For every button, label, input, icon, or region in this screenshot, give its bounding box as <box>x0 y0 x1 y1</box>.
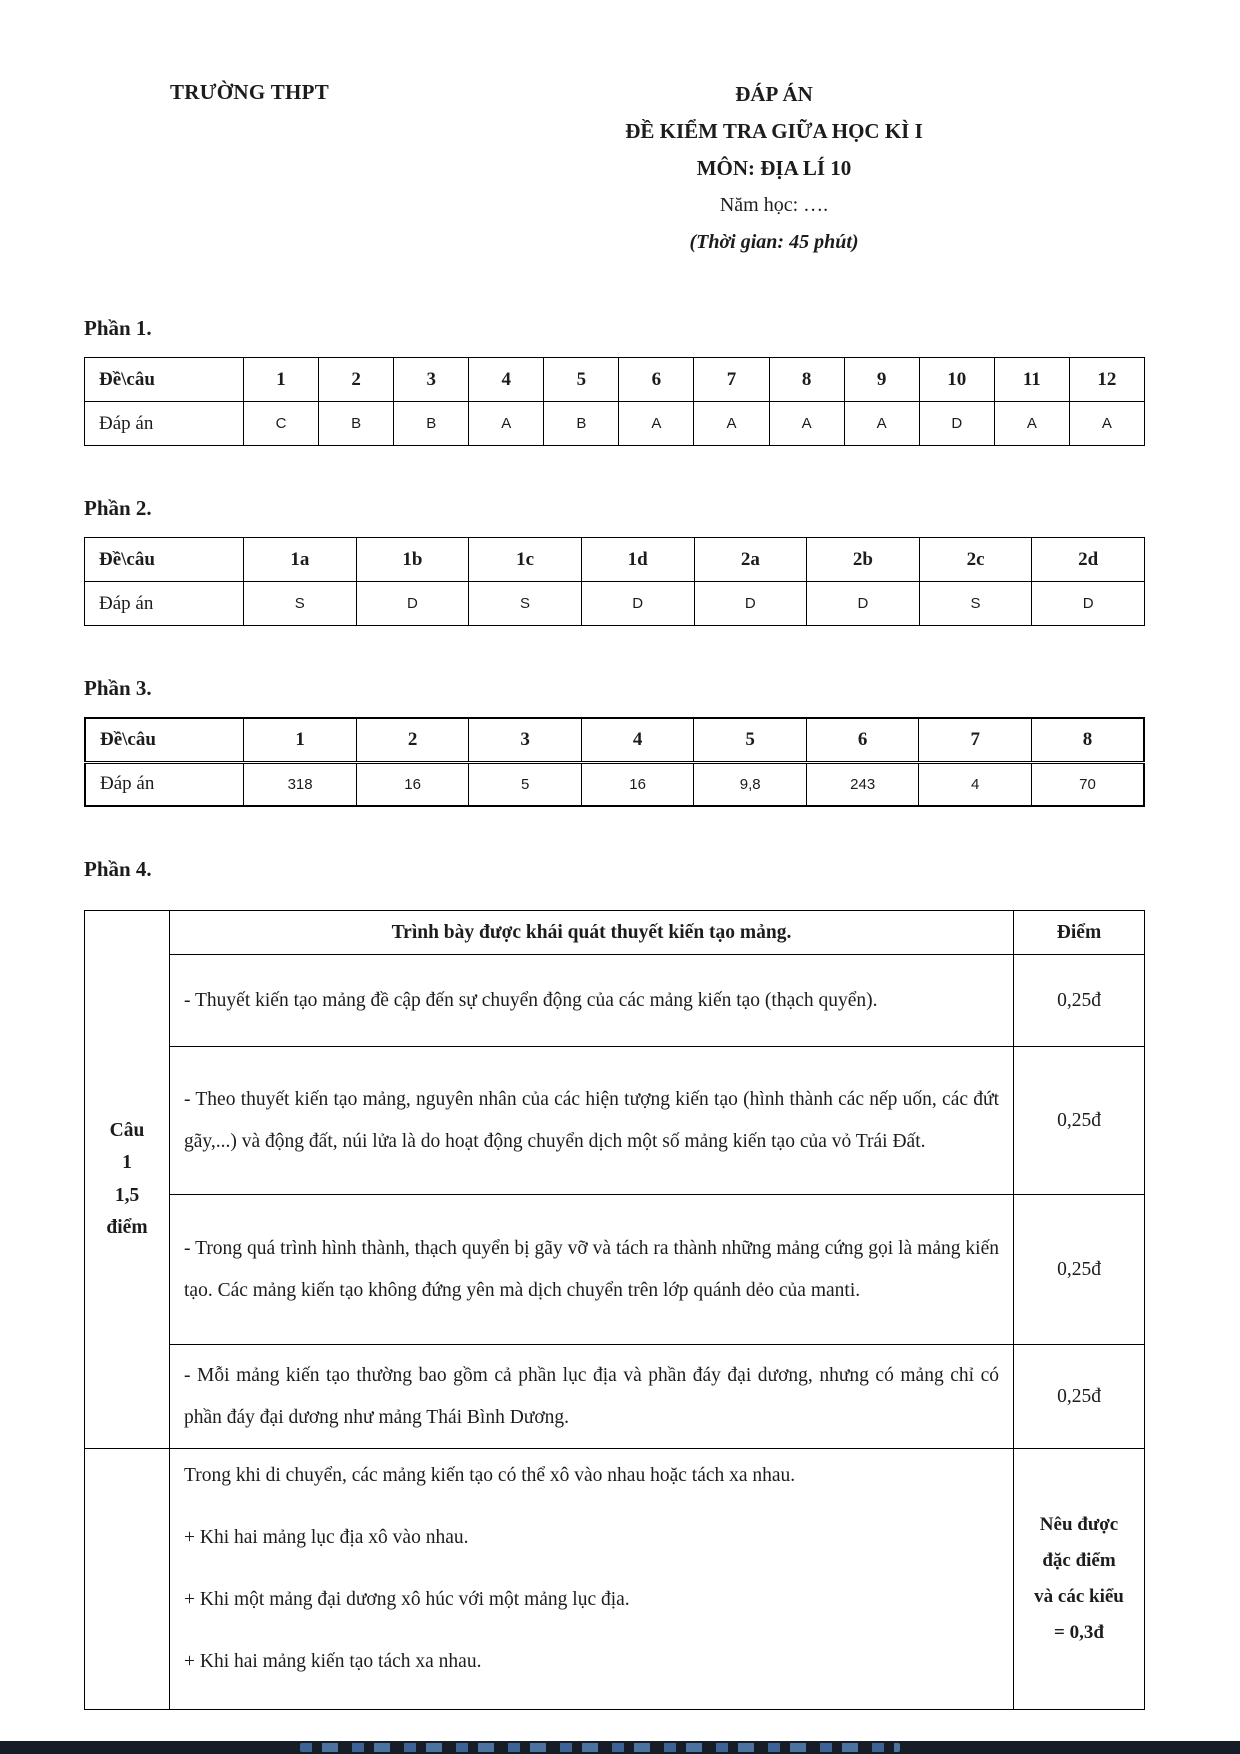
part3-header-row <box>85 718 1144 762</box>
answer-cell: A <box>619 402 694 446</box>
column-header-cell: 12 <box>1069 358 1144 402</box>
points-note: Nêu được đặc điểm và các kiểu = 0,3đ <box>1034 1513 1124 1643</box>
rubric-content-cell: - Mỗi mảng kiến tạo thường bao gồm cả phần lục địa và phần đáy đại dương, nhưng có mảng chỉ có phần đáy đại dương như mảng Thái Bình Dương. <box>170 1345 1014 1449</box>
row-label-cell: Đề\câu <box>85 358 244 402</box>
part4-label: Phần 4. <box>84 857 152 881</box>
rubric-row <box>85 1345 1145 1449</box>
cutoff-footer-glyphs <box>300 1743 900 1752</box>
points-cell: 0,25đ <box>1014 955 1145 1047</box>
part3-answer-table <box>84 717 1145 807</box>
column-header-cell: 6 <box>619 358 694 402</box>
points-header-cell: Điểm <box>1014 911 1145 955</box>
column-header-cell: 10 <box>919 358 994 402</box>
answer-cell: 243 <box>806 762 919 806</box>
rubric-header-row <box>85 911 1145 955</box>
column-header-cell: 2a <box>694 538 807 582</box>
points-cell: 0,25đ <box>1014 1345 1145 1449</box>
answer-cell: A <box>769 402 844 446</box>
rubric-content-cell: - Trong quá trình hình thành, thạch quyển bị gãy vỡ và tách ra thành những mảng cứng gọi là mảng kiến tạo. Các mảng kiến tạo không đứng yên mà dịch chuyển trên lớp quánh dẻo của manti. <box>170 1195 1014 1345</box>
part2-answer-row <box>85 582 1145 626</box>
answer-cell: 9,8 <box>694 762 807 806</box>
rubric-title-cell: Trình bày được khái quát thuyết kiến tạo mảng. <box>170 911 1014 955</box>
column-header-cell: 1a <box>244 538 357 582</box>
part2-header-row <box>85 538 1145 582</box>
column-header-cell: 1 <box>244 718 357 762</box>
column-header-cell: 2 <box>319 358 394 402</box>
answer-cell: B <box>319 402 394 446</box>
column-header-cell: 7 <box>694 358 769 402</box>
rubric-row <box>85 1047 1145 1195</box>
subject-name: MÔN: ĐỊA LÍ 10 <box>696 156 852 180</box>
column-header-cell: 6 <box>806 718 919 762</box>
answer-cell: D <box>1032 582 1145 626</box>
rubric-last-row <box>85 1449 1145 1710</box>
school-year: Năm học: …. <box>719 194 829 216</box>
answer-cell: B <box>394 402 469 446</box>
column-header-cell: 1c <box>469 538 582 582</box>
column-header-cell: 5 <box>544 358 619 402</box>
column-header-cell: 11 <box>994 358 1069 402</box>
rubric-content-cell: - Theo thuyết kiến tạo mảng, nguyên nhân của các hiện tượng kiến tạo (hình thành các nếp uốn, các đứt gãy,...) và động đất, núi lửa là do hoạt động chuyển dịch một số mảng kiến tạo của vỏ Trái Đất. <box>170 1047 1014 1195</box>
part2-label: Phần 2. <box>84 496 152 520</box>
column-header-cell: 2c <box>919 538 1032 582</box>
cutoff-footer-strip <box>0 1741 1240 1754</box>
answer-cell: D <box>356 582 469 626</box>
rubric-content-cell: - Thuyết kiến tạo mảng đề cập đến sự chuyển động của các mảng kiến tạo (thạch quyển). <box>170 955 1014 1047</box>
question-id-word: điểm <box>106 1216 148 1238</box>
column-header-cell: 3 <box>394 358 469 402</box>
column-header-cell: 3 <box>469 718 582 762</box>
question-id-word: 1 <box>122 1152 132 1174</box>
column-header-cell: 1b <box>356 538 469 582</box>
answer-key-title: ĐÁP ÁN <box>735 82 813 106</box>
rubric-row <box>85 1195 1145 1345</box>
column-header-cell: 5 <box>694 718 807 762</box>
column-header-cell: 2 <box>356 718 469 762</box>
answer-cell: 318 <box>244 762 357 806</box>
row-label-cell: Đáp án <box>85 582 244 626</box>
exam-name: ĐỀ KIỂM TRA GIỮA HỌC KÌ I <box>625 119 923 143</box>
part1-answer-table <box>84 357 1145 446</box>
part2-answer-table <box>84 537 1145 626</box>
column-header-cell: 8 <box>769 358 844 402</box>
answer-cell: D <box>694 582 807 626</box>
rubric-paragraph: + Khi hai mảng lục địa xô vào nhau. <box>184 1526 469 1548</box>
answer-cell: 5 <box>469 762 582 806</box>
rubric-content-cell <box>170 1449 1014 1710</box>
column-header-cell: 2d <box>1032 538 1145 582</box>
answer-cell: 70 <box>1031 762 1144 806</box>
question-id-cell <box>85 911 170 1449</box>
column-header-cell: 4 <box>581 718 694 762</box>
part3-answer-row <box>85 762 1144 806</box>
column-header-cell: 9 <box>844 358 919 402</box>
column-header-cell: 1d <box>581 538 694 582</box>
part1-header-row <box>85 358 1145 402</box>
column-header-cell: 7 <box>919 718 1032 762</box>
answer-cell: A <box>694 402 769 446</box>
answer-cell: 16 <box>356 762 469 806</box>
points-cell: 0,25đ <box>1014 1195 1145 1345</box>
answer-cell: S <box>919 582 1032 626</box>
row-label-cell: Đáp án <box>85 762 244 806</box>
answer-cell: A <box>469 402 544 446</box>
rubric-paragraph: + Khi hai mảng kiến tạo tách xa nhau. <box>184 1650 482 1672</box>
answer-cell: 4 <box>919 762 1032 806</box>
question-id-word: Câu <box>109 1120 145 1142</box>
answer-cell: B <box>544 402 619 446</box>
column-header-cell: 8 <box>1031 718 1144 762</box>
answer-cell: A <box>844 402 919 446</box>
part1-answer-row <box>85 402 1145 446</box>
answer-cell: D <box>919 402 994 446</box>
points-cell: 0,25đ <box>1014 1047 1145 1195</box>
answer-cell: C <box>244 402 319 446</box>
answer-cell: A <box>1069 402 1144 446</box>
answer-cell: S <box>244 582 357 626</box>
points-note-cell <box>1014 1449 1145 1710</box>
row-label-cell: Đáp án <box>85 402 244 446</box>
exam-duration: (Thời gian: 45 phút) <box>689 231 859 253</box>
answer-cell: 16 <box>581 762 694 806</box>
row-label-cell: Đề\câu <box>85 718 244 762</box>
column-header-cell: 4 <box>469 358 544 402</box>
exam-title-block <box>504 76 1044 261</box>
part1-label: Phần 1. <box>84 316 152 340</box>
row-label-cell: Đề\câu <box>85 538 244 582</box>
part4-rubric-table <box>84 910 1145 1710</box>
answer-cell: A <box>994 402 1069 446</box>
answer-cell: D <box>807 582 920 626</box>
document-header <box>84 76 1145 266</box>
rubric-paragraph: Trong khi di chuyển, các mảng kiến tạo có thể xô vào nhau hoặc tách xa nhau. <box>184 1465 796 1486</box>
rubric-paragraph: + Khi một mảng đại dương xô húc với một mảng lục địa. <box>184 1588 630 1610</box>
column-header-cell: 1 <box>244 358 319 402</box>
school-name: TRƯỜNG THPT <box>170 80 330 104</box>
empty-question-id-cell <box>85 1449 170 1710</box>
part3-label: Phần 3. <box>84 676 152 700</box>
question-id-word: 1,5 <box>114 1184 140 1206</box>
column-header-cell: 2b <box>807 538 920 582</box>
answer-cell: S <box>469 582 582 626</box>
answer-cell: D <box>581 582 694 626</box>
rubric-row <box>85 955 1145 1047</box>
